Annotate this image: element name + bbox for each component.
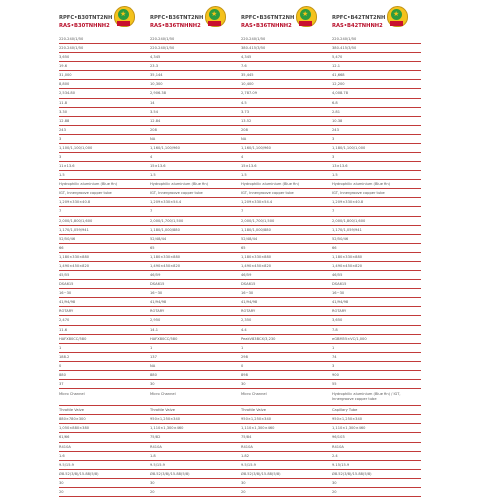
spec-row [59, 389, 421, 406]
spec-cell: DSA615 [59, 282, 74, 287]
spec-cell: 30 [150, 381, 155, 386]
spec-row [59, 461, 421, 470]
spec-cell: DSA615 [241, 282, 256, 287]
spec-cell: 900 [332, 372, 339, 377]
spec-row [59, 280, 421, 289]
spec-cell: 220-240/1/50 [150, 37, 175, 41]
energy-rating-badge-icon: ★ [205, 6, 224, 27]
spec-cell: 7 [59, 209, 62, 214]
spec-row [59, 53, 421, 62]
spec-cell: 14.1 [150, 327, 159, 332]
spec-cell: 898 [241, 372, 248, 377]
spec-cell: Ø8.52(3/8)/15.88(5/8) [241, 471, 281, 476]
spec-row [59, 144, 421, 153]
spec-cell: ROTARY [59, 309, 74, 314]
spec-cell: 30 [241, 480, 246, 485]
outdoor-model: RPFC•B36TNT2NH [241, 15, 295, 21]
spec-cell: 12.84 [150, 118, 161, 123]
spec-cell: 20 [241, 489, 246, 494]
spec-cell: 1,209×330×54.4 [150, 200, 182, 205]
spec-cell: 1.5 [150, 173, 156, 178]
indoor-model: RAS•B30TNHNH2 [59, 23, 110, 29]
spec-cell: 52/48/44 [150, 236, 167, 241]
spec-cell: ROTARY [241, 309, 256, 314]
spec-cell: IGT, Innergroove copper tube [59, 191, 112, 196]
spec-row [59, 126, 421, 135]
spec-cell: 2,000/1,800/1,600 [59, 218, 93, 223]
energy-rating-badge-icon: ★ [387, 6, 406, 27]
spec-cell: 3.73 [241, 109, 250, 114]
spec-cell: 188.2 [59, 354, 70, 359]
spec-cell: 23.3 [150, 64, 159, 69]
spec-cell: 41/94/98 [150, 300, 167, 305]
spec-cell: 1,170/1,059/941 [59, 227, 89, 232]
spec-cell: 2,906.38 [150, 91, 167, 96]
spec-cell: 298 [241, 354, 248, 359]
spec-cell: 2,000/1,700/1,500 [241, 218, 275, 223]
spec-cell: 52/50/46 [59, 236, 76, 241]
spec-row [59, 433, 421, 442]
spec-cell: 1,160/1,100/960 [241, 145, 271, 150]
spec-row [59, 244, 421, 253]
spec-cell: 75/82 [150, 435, 161, 440]
spec-cell: 41/94/98 [59, 300, 76, 305]
spec-cell: 66 [332, 245, 337, 250]
spec-cell: 55 [332, 381, 337, 386]
spec-cell: DSA615 [150, 282, 165, 287]
spec-cell: 41/94/98 [332, 300, 349, 305]
spec-cell: 30 [59, 480, 64, 485]
spec-row [59, 326, 421, 335]
spec-cell: 7 [241, 209, 244, 214]
spec-row [59, 108, 421, 117]
spec-cell: 137 [150, 354, 157, 359]
indoor-model: RAS•B36TNHNH2 [241, 23, 292, 29]
spec-cell: 16~30 [150, 291, 163, 296]
spec-cell: 10.38 [332, 118, 343, 123]
spec-cell: 4,345 [241, 55, 252, 60]
spec-row [59, 470, 421, 479]
outdoor-model: RPFC•B36TNT2NH [150, 15, 204, 21]
spec-cell: 8,800 [59, 82, 70, 87]
spec-cell: 1.8 [150, 453, 156, 458]
spec-cell: 4 [150, 155, 153, 160]
spec-cell: 31,000 [59, 73, 72, 78]
spec-cell: 16~30 [241, 291, 254, 296]
spec-cell: 9.15/15.9 [332, 462, 350, 467]
spec-cell: 2.81 [332, 109, 341, 114]
spec-row [59, 406, 421, 415]
spec-row [59, 198, 421, 207]
spec-cell: 1,180×330×880 [332, 254, 363, 259]
spec-cell: 1,110×1,300×460 [241, 426, 275, 431]
spec-row [59, 298, 421, 307]
spec-row [59, 415, 421, 424]
spec-cell: 7 [332, 209, 335, 214]
spec-cell: 74 [332, 354, 337, 359]
spec-cell: 1.5 [332, 173, 338, 178]
column-header [332, 6, 422, 34]
spec-cell: 7 [150, 209, 153, 214]
spec-row [59, 271, 421, 280]
spec-cell: 41,668 [332, 73, 345, 78]
spec-cell: 4,008.78 [332, 91, 349, 96]
spec-cell: 0 [59, 363, 62, 368]
spec-row [59, 80, 421, 89]
spec-cell: 208 [150, 127, 157, 132]
spec-cell: 65 [150, 245, 155, 250]
spec-table [59, 35, 421, 497]
spec-cell: R410A [150, 444, 162, 449]
spec-cell: HAFX80CC/580 [150, 336, 178, 341]
spec-cell: IGT, Innergroove copper tube [150, 191, 203, 196]
spec-cell: 10,400 [241, 82, 254, 87]
spec-cell: 13.52 [241, 118, 252, 123]
spec-row [59, 253, 421, 262]
spec-cell: 1.6 [59, 453, 65, 458]
spec-cell: 3 [332, 363, 335, 368]
spec-cell: R410A [332, 444, 344, 449]
spec-cell: 1,180×330×880 [241, 254, 272, 259]
spec-cell: R410A [59, 444, 71, 449]
spec-cell: IGT, Innergroove copper tube [241, 191, 294, 196]
spec-cell: 220-240/1/50 [59, 46, 84, 51]
spec-cell: 4.5 [241, 100, 247, 105]
spec-row [59, 353, 421, 362]
spec-row [59, 443, 421, 452]
spec-row [59, 335, 421, 344]
column-header [59, 6, 149, 34]
spec-cell: 1,050×880×380 [59, 426, 90, 431]
column-header [150, 6, 240, 34]
indoor-model: RAS•B42TNHNH2 [332, 23, 383, 29]
spec-cell: 10,300 [150, 82, 163, 87]
spec-cell: 3.54 [150, 109, 159, 114]
spec-cell: 1,490×450×820 [241, 263, 272, 268]
spec-cell: PeakV83BCX/3,230 [241, 336, 276, 341]
spec-cell: NA [150, 136, 156, 141]
spec-cell: 1,180/1,000/880 [241, 227, 271, 232]
spec-cell: IGT, Innergroove copper tube [332, 191, 385, 196]
spec-cell: 3 [59, 136, 62, 141]
spec-cell: 220-240/1/50 [241, 37, 266, 41]
spec-cell: 41/94/98 [241, 300, 258, 305]
spec-cell: eGBM55×VC/1,000 [332, 336, 367, 341]
spec-cell: 380-415/3/50 [332, 46, 357, 51]
spec-cell: NA [241, 136, 247, 141]
spec-cell: 16~30 [332, 291, 345, 296]
spec-cell: 1,110×1,300×460 [332, 426, 366, 431]
spec-cell: 2.4 [332, 453, 338, 458]
spec-row [59, 344, 421, 353]
spec-cell: 1,180×330×880 [59, 254, 90, 259]
spec-cell: 1.82 [241, 453, 250, 458]
spec-cell: Throttle Valve [59, 408, 84, 413]
spec-cell: 35,144 [150, 73, 163, 78]
spec-cell: 880 [59, 372, 66, 377]
spec-cell: 220-240/1/50 [150, 46, 175, 51]
spec-cell: 1,110×1,300×460 [150, 426, 184, 431]
spec-row [59, 89, 421, 98]
spec-cell: 46/59 [150, 273, 161, 278]
spec-cell: 1,490×450×820 [332, 263, 363, 268]
spec-row [59, 488, 421, 497]
spec-cell: 7.8 [332, 327, 338, 332]
spec-cell: 12.88 [59, 118, 70, 123]
spec-row [59, 117, 421, 126]
spec-cell: 3 [332, 155, 335, 160]
spec-cell: 6.8 [332, 100, 338, 105]
spec-cell: Ø8.52(3/8)/15.88(5/8) [332, 471, 372, 476]
spec-cell: 4.4 [241, 327, 247, 332]
spec-cell: 1,490×450×820 [150, 263, 181, 268]
spec-cell: Hydrophilic aluminium (Blue fin) [241, 182, 299, 187]
spec-row [59, 226, 421, 235]
spec-cell: 19.6 [59, 64, 68, 69]
spec-cell: 1,209×330×40.8 [59, 200, 91, 205]
spec-cell: 37 [59, 381, 64, 386]
spec-cell: Micro Channel [59, 392, 85, 397]
spec-cell: 65 [241, 245, 246, 250]
spec-cell: 1,170/1,059/941 [332, 227, 362, 232]
spec-cell: 243 [59, 127, 66, 132]
spec-cell: 46/55 [332, 273, 343, 278]
spec-cell: 15×13.6 [150, 164, 166, 169]
spec-cell: 20 [332, 489, 337, 494]
spec-cell: 3,650 [332, 318, 343, 323]
spec-row [59, 171, 421, 180]
spec-cell: 208 [241, 127, 248, 132]
spec-cell: 1,180×330×880 [150, 254, 181, 259]
spec-cell: 2,534.80 [59, 91, 76, 96]
spec-cell: 12.1 [332, 64, 341, 69]
spec-cell: Ø8.52(3/8)/15.88(5/8) [150, 471, 190, 476]
spec-cell: 1,209×330×54.4 [241, 200, 273, 205]
spec-cell: Ø8.52(3/8)/15.88(5/8) [59, 471, 99, 476]
spec-cell: ROTARY [332, 309, 347, 314]
spec-row [59, 162, 421, 171]
spec-cell: 2,000/1,700/1,500 [150, 218, 184, 223]
spec-row [59, 424, 421, 433]
spec-cell: 16~30 [59, 291, 72, 296]
spec-cell: 35,445 [241, 73, 254, 78]
spec-cell: 0 [241, 363, 244, 368]
spec-cell: 4 [241, 155, 244, 160]
spec-cell: 1,160/1,100/960 [150, 145, 180, 150]
spec-cell: 9.5/15.9 [150, 462, 165, 467]
spec-cell: 3 [332, 136, 335, 141]
spec-cell: 7.6 [241, 64, 247, 69]
spec-cell: 30 [150, 480, 155, 485]
energy-rating-badge-icon: ★ [114, 6, 133, 27]
spec-cell: 52/48/44 [241, 236, 258, 241]
spec-cell: 220-240/1/50 [59, 37, 84, 41]
column-header [241, 6, 331, 34]
spec-row [59, 307, 421, 316]
spec-row [59, 371, 421, 380]
spec-cell: 1,180/1,000/880 [150, 227, 180, 232]
spec-cell: 1.5 [241, 173, 247, 178]
spec-cell: 2,787.09 [241, 91, 258, 96]
spec-row [59, 235, 421, 244]
spec-cell: 61/66 [59, 435, 70, 440]
spec-cell: 243 [332, 127, 339, 132]
spec-cell: 950×1,250×340 [150, 417, 181, 422]
indoor-model: RAS•B36TNHNH2 [150, 23, 201, 29]
spec-cell: Throttle Valve [150, 408, 175, 413]
spec-cell: Micro Channel [150, 392, 176, 397]
spec-cell: 12,200 [332, 82, 345, 87]
energy-rating-badge-icon: ★ [296, 6, 315, 27]
spec-cell: 1 [332, 345, 335, 350]
spec-cell: 14 [150, 100, 155, 105]
spec-row [59, 153, 421, 162]
spec-cell: NA [150, 363, 156, 368]
spec-cell: 75/84 [241, 435, 252, 440]
spec-cell: 11×13.6 [59, 164, 75, 169]
spec-cell: 9.5/15.9 [241, 462, 256, 467]
spec-row [59, 380, 421, 389]
spec-row [59, 452, 421, 461]
spec-row [59, 71, 421, 80]
spec-cell: 3 [59, 155, 62, 160]
spec-row [59, 180, 421, 189]
spec-cell: Hydrophilic aluminium (Blue fin) / IGT, Innergroove copper tube [332, 392, 401, 401]
spec-cell: 20 [59, 489, 64, 494]
spec-cell: 880×780×300 [59, 417, 86, 422]
spec-row [59, 362, 421, 371]
spec-row [59, 35, 421, 44]
spec-cell: 950×1,250×340 [332, 417, 363, 422]
spec-cell: 20 [150, 489, 155, 494]
spec-row [59, 262, 421, 271]
spec-row [59, 99, 421, 108]
spec-cell: 46/59 [241, 273, 252, 278]
outdoor-model: RPFC•B42TNT2NH [332, 15, 386, 21]
spec-row [59, 479, 421, 488]
spec-cell: ROTARY [150, 309, 165, 314]
spec-cell: 2,950 [150, 318, 161, 323]
spec-cell: 5,470 [332, 55, 343, 60]
spec-cell: 9.5/15.9 [59, 462, 74, 467]
spec-cell: 15×13.6 [241, 164, 257, 169]
spec-cell: Hydrophilic aluminium (Blue fin) [332, 182, 390, 187]
spec-cell: Capillary Tube [332, 408, 358, 413]
spec-cell: 1,100/1,100/1,000 [59, 145, 93, 150]
spec-cell: 2,470 [59, 318, 70, 323]
spec-cell: HAFX80CC/580 [59, 336, 87, 341]
spec-cell: 45/55 [59, 273, 70, 278]
spec-cell: 220-240/1/50 [332, 37, 357, 41]
spec-cell: 2,350 [241, 318, 252, 323]
spec-cell: 380-415/3/50 [241, 46, 266, 51]
spec-row [59, 189, 421, 198]
spec-cell: R410A [241, 444, 253, 449]
spec-cell: 2,000/1,800/1,600 [332, 218, 366, 223]
spec-row [59, 135, 421, 144]
spec-cell: 1,209×330×40.8 [332, 200, 364, 205]
spec-cell: 30 [241, 381, 246, 386]
spec-cell: 1 [59, 345, 62, 350]
spec-cell: Hydrophilic aluminium (Blue fin) [59, 182, 117, 187]
spec-row [59, 207, 421, 216]
spec-row [59, 62, 421, 71]
spec-cell: 13×13.6 [332, 164, 348, 169]
spec-cell: 880 [150, 372, 157, 377]
spec-cell: DSA615 [332, 282, 347, 287]
spec-row [59, 289, 421, 298]
spec-cell: 1 [241, 345, 244, 350]
spec-cell: 96/103 [332, 435, 345, 440]
spec-cell: 950×1,250×340 [241, 417, 272, 422]
spec-cell: 11.6 [59, 327, 68, 332]
spec-cell: 1,490×450×820 [59, 263, 90, 268]
spec-cell: 1 [150, 345, 153, 350]
spec-cell: 11.8 [59, 100, 68, 105]
outdoor-model: RPFC•B30TNT2NH [59, 15, 113, 21]
spec-cell: Micro Channel [241, 392, 267, 397]
spec-cell: 30 [332, 480, 337, 485]
spec-cell: 3.30 [59, 109, 68, 114]
spec-cell: 1.5 [59, 173, 65, 178]
spec-cell: 1,180/1,100/1,000 [332, 145, 366, 150]
spec-row [59, 316, 421, 325]
spec-cell: 3,650 [59, 55, 70, 60]
spec-cell: 66 [59, 245, 64, 250]
spec-cell: Hydrophilic aluminium (Blue fin) [150, 182, 208, 187]
spec-row [59, 44, 421, 53]
spec-cell: 52/50/46 [332, 236, 349, 241]
spec-cell: 4,345 [150, 55, 161, 60]
spec-row [59, 217, 421, 226]
spec-cell: Throttle Valve [241, 408, 266, 413]
